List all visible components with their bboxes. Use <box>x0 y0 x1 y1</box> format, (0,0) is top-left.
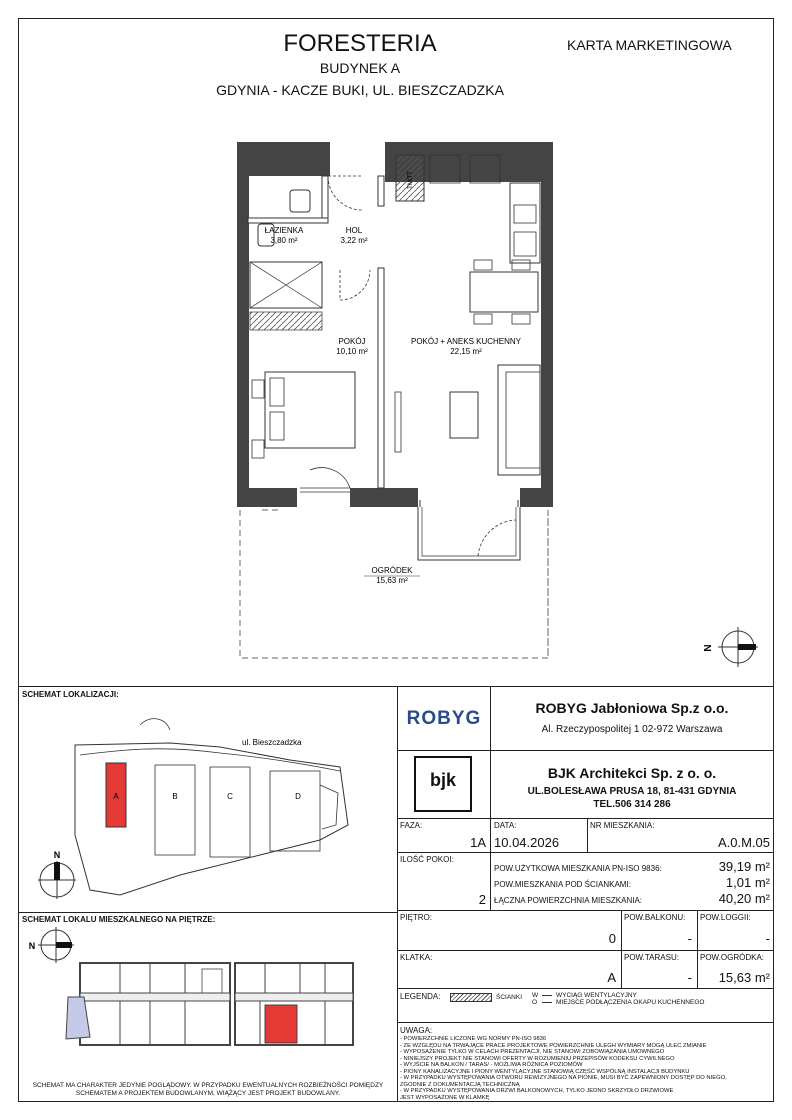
sofa <box>498 365 540 475</box>
stair-label: KLATKA: <box>400 953 433 962</box>
terrace-value: - <box>687 970 692 985</box>
north-arrow-floor <box>29 927 74 963</box>
note-line: - WYPOSAŻENIE TYLKO W CELACH PREZENTACJI, NIE STANOWI ZOBOWIĄZANIA UMOWNEGO <box>400 1049 665 1055</box>
wall-bath <box>248 218 328 223</box>
door-garden <box>478 520 516 556</box>
area-total-value: 40,20 m² <box>718 891 770 906</box>
card-type: KARTA MARKETINGOWA <box>567 37 732 53</box>
note-line: - NINIEJSZY PROJEKT NIE STANOWI OFERTY W ROZUMIENIU PRZEPISÓW KODEKSU CYWILNEGO <box>400 1055 675 1062</box>
legend-vent-w: W <box>532 992 539 999</box>
location-title: SCHEMAT LOKALIZACJI: <box>22 690 119 699</box>
nr-value: A.0.M.05 <box>717 835 770 850</box>
floor-value: 0 <box>608 931 616 946</box>
disclaimer-2: SCHEMATEM A PROJEKTEM BUDOWLANYM, WIĄŻĄCY JEST PROJEKT BUDOWLANY. <box>75 1090 341 1097</box>
tv-stand <box>395 392 401 452</box>
area-usable-value: 39,19 m² <box>718 859 770 874</box>
wall-bottom-mid <box>350 488 418 507</box>
legend-vent-o-text: MIEJSCE PODŁĄCZENIA OKAPU KUCHENNEGO <box>556 999 705 1006</box>
balcony-value: - <box>687 931 692 946</box>
developer-address: Al. Rzeczypospolitej 1 02-972 Warszawa <box>541 724 723 735</box>
note-line: - WYJŚCIE NA BALKON / TARAS/ - MOŻLIWA RÓŻNICA POZIOMÓW <box>400 1062 583 1068</box>
legend-vent-o: O <box>532 999 538 1006</box>
door-room-window <box>300 468 350 492</box>
unit-highlight <box>265 1005 297 1043</box>
wall-hall <box>378 176 384 206</box>
section-divider <box>18 686 774 687</box>
note-line: - PIONY KANALIZACYJNE I PIONY WENTYLACYJNE STANOWIĄ CZĘŚĆ WSPÓLNĄ INSTALACJI BUDYNKU <box>400 1068 690 1075</box>
legend-walls: ŚCIANKI <box>496 994 523 1001</box>
room-area-hall: 3,22 m² <box>340 236 368 245</box>
door-room <box>340 270 370 300</box>
terrace-label: POW.TARASU: <box>624 953 679 962</box>
street-label: ul. Bieszczadzka <box>242 738 302 747</box>
room-name-hall: HOL <box>345 226 363 235</box>
door-bath <box>328 176 362 210</box>
rooms-value: 2 <box>478 892 486 907</box>
garden-value: 15,63 m² <box>718 970 770 985</box>
room-area-room: 10,10 m² <box>336 347 368 356</box>
shaft-label: TM/TT <box>408 171 414 189</box>
note-line: - POWIERZCHNIE LICZONE WG NORMY PN-ISO 9836 <box>400 1036 547 1042</box>
location-map <box>20 705 395 910</box>
wall-left <box>237 142 249 507</box>
project-title: FORESTERIA <box>283 30 437 57</box>
room-area-kitchen: 22,15 m² <box>450 347 482 356</box>
building-label-a: A <box>113 792 119 801</box>
project-address: GDYNIA - KACZE BUKI, UL. BIESZCZADZKA <box>216 82 504 98</box>
note-line: - ZE WZGLĘDU NA TRWAJĄCE PRACE PROJEKTOWE POWIERZCHNIE ULEGH WYMIARY MOGĄ ULEC ZMIANIE <box>400 1042 707 1049</box>
robyg-logo: ROBYG <box>406 708 482 729</box>
building-name: BUDYNEK A <box>319 60 401 76</box>
note-line: - W PRZYPADKU WYSTĘPOWANIA DRZWI BALKONOWYCH, TYLKO JEDNO SKRZYDŁO DRZWIOWE <box>400 1088 674 1094</box>
stair-value: A <box>607 970 616 985</box>
architect-name: BJK Architekci Sp. z o. o. <box>547 765 717 781</box>
building-label-d: D <box>295 792 301 801</box>
garden-label: POW.OGRÓDKA: <box>700 953 765 962</box>
coffee-table <box>450 392 478 438</box>
building-label-b: B <box>172 792 178 801</box>
svg-text:N: N <box>53 850 61 860</box>
north-arrow-location <box>38 850 76 899</box>
developer-name: ROBYG Jabłoniowa Sp.z o.o. <box>535 700 729 716</box>
room-name-kitchen: POKÓJ + ANEKS KUCHENNY <box>410 337 522 346</box>
legend-vent-w-text: WYCIĄG WENTYLACYJNY <box>556 992 637 999</box>
room-name-garden: OGRÓDEK <box>371 566 413 575</box>
bed <box>265 372 355 448</box>
room-area-bath: 3,80 m² <box>270 236 298 245</box>
area-usable-label: POW.UŻYTKOWA MIESZKANIA PN-ISO 9836: <box>494 864 662 873</box>
bay-window <box>418 507 520 560</box>
nr-label: NR MIESZKANIA: <box>590 821 655 830</box>
wall-bottom-left <box>237 488 297 507</box>
wall-bottom-right <box>520 488 553 507</box>
loggia-label: POW.LOGGII: <box>700 913 751 922</box>
note-line: JEST WYPOSAŻONE W KLAMKĘ <box>400 1094 490 1101</box>
dining-table <box>470 272 538 312</box>
svg-text:N: N <box>703 644 714 652</box>
wall-room-kitchen <box>378 268 384 488</box>
wall-right <box>541 142 553 507</box>
loggia-value: - <box>765 931 770 946</box>
note-line: - W PRZYPADKU WYSTĘPOWANIA OTWORU REWIZYJNEGO NA PIONIE, MUSI BYĆ ZAPEWNIONY DOSTĘP DO NIEGO, <box>400 1075 727 1081</box>
floor-scheme-map <box>20 925 395 1080</box>
architect-phone: TEL.506 314 286 <box>593 799 671 810</box>
data-value: 10.04.2026 <box>494 835 560 850</box>
legend-walls-swatch <box>450 993 492 1002</box>
balcony-label: POW.BALKONU: <box>624 913 686 922</box>
toilet <box>290 190 310 212</box>
area-total-label: ŁĄCZNA POWIERZCHNIA MIESZKANIA: <box>494 896 643 905</box>
room-name-room: POKÓJ <box>338 337 366 346</box>
building-label-c: C <box>227 792 233 801</box>
room-name-bath: ŁAZIENKA <box>264 226 304 235</box>
svg-text:N: N <box>28 941 36 951</box>
room-area-garden: 15,63 m² <box>376 576 408 585</box>
note-line: ZGODNIE Z DOKUMENTACJĄ TECHNICZNĄ <box>400 1081 520 1088</box>
faza-value: 1A <box>470 835 486 850</box>
floor-label: PIĘTRO: <box>400 913 433 922</box>
rooms-label: ILOŚĆ POKOI: <box>400 855 454 864</box>
area-walls-label: POW.MIESZKANIA POD ŚCIANKAMI: <box>494 880 631 889</box>
architect-address: UL.BOLESŁAWA PRUSA 18, 81-431 GDYNIA <box>527 786 737 797</box>
floor-scheme-title: SCHEMAT LOKALU MIESZKALNEGO NA PIĘTRZE: <box>22 915 216 924</box>
bjk-logo: bjk <box>414 756 472 812</box>
data-label: DATA: <box>494 821 517 830</box>
notes-list <box>400 1036 727 1101</box>
notes-title: UWAGA: <box>400 1026 433 1035</box>
wall-top-left <box>237 142 330 176</box>
area-walls-value: 1,01 m² <box>725 875 770 890</box>
wall-bath-hall <box>322 176 328 218</box>
faza-label: FAZA: <box>400 821 423 830</box>
north-arrow-plan <box>703 627 758 667</box>
disclaimer-1: SCHEMAT MA CHARAKTER JEDYNIE POGLĄDOWY. W PRZYPADKU EWENTUALNYCH ROZBIEŻNOŚCI POMIĘDZY <box>32 1082 384 1089</box>
legend-title: LEGENDA: <box>400 992 441 1001</box>
